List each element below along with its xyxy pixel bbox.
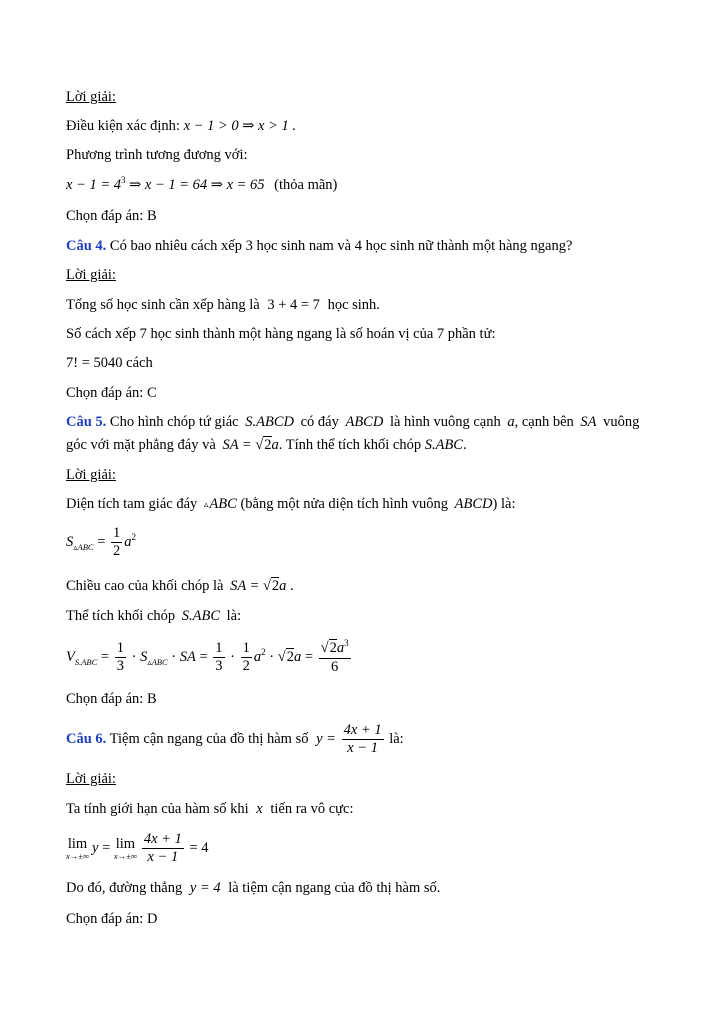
q4-result-line: [66, 353, 153, 373]
q5-text2-a: góc với mặt phẳng đáy và: [66, 437, 216, 453]
equation-line: [66, 175, 337, 196]
final-exp: 3: [344, 637, 349, 648]
q5-math-abcd: ABCD: [345, 414, 384, 430]
q5-base-text-a: Diện tích tam giác đáy: [66, 496, 198, 512]
sqrt-symbol: √: [262, 578, 271, 594]
third-fraction: [115, 640, 126, 675]
q5-volume-sabc: S.ABC: [181, 608, 221, 624]
q5-text2-c: .: [462, 437, 467, 453]
q5-area-formula: [66, 524, 136, 561]
q5-math-a: a: [507, 414, 515, 430]
q5-text-b: có đáy: [300, 414, 339, 430]
area-lhs: S: [66, 534, 74, 550]
q6-concl-a: Do đó, đường thẳng: [66, 880, 183, 896]
q5-base-area-line: [66, 494, 515, 514]
q5-height-sqrt-2: 2: [271, 578, 280, 594]
q5-math-sabc: S.ABC: [424, 437, 463, 453]
volume-a-exp: 2: [261, 647, 266, 657]
half-den-2: 2: [242, 658, 250, 675]
q5-base-text-c: ) là:: [492, 496, 516, 512]
q4-total-line: [66, 295, 380, 315]
q6-limit-text-line: [66, 799, 353, 819]
condition-math: x − 1 > 0 ⇒ x > 1 .: [183, 118, 296, 134]
sqrt-symbol: √: [255, 437, 264, 453]
area-eq: =: [93, 534, 110, 550]
q4-result-math: 7! = 5040: [66, 355, 123, 371]
volume-sub: S.ABC: [74, 657, 98, 667]
equation-exponent: 3: [121, 175, 126, 185]
q5-sqrt-2: 2: [264, 437, 272, 453]
lim-f-den: x − 1: [147, 849, 179, 866]
q5-math-sa: SA: [580, 414, 597, 430]
q5-height-dot: .: [290, 578, 294, 594]
question-4: [66, 236, 572, 256]
q5-height-text: Chiều cao của khối chóp là: [66, 578, 224, 594]
dot-4: ·: [265, 649, 278, 665]
triangle-icon: ▵: [203, 499, 209, 509]
lim-word-2: lim: [115, 836, 136, 853]
final-fraction: [319, 637, 351, 676]
volume-sqrt-2: 2: [286, 649, 294, 665]
answer-q5: Chọn đáp án: B: [66, 691, 157, 707]
loigiai-label: Lời giải:: [66, 89, 116, 105]
limit-1: [66, 836, 89, 861]
question-5-line-2: [66, 435, 467, 455]
volume-eq-1: =: [97, 649, 113, 665]
q5-text-c: là hình vuông cạnh: [389, 414, 501, 430]
q5-volume-text-line: [66, 606, 241, 626]
q5-height-sa: SA =: [230, 578, 263, 594]
q5-volume-formula: [66, 638, 353, 677]
q5-text2-b: . Tính thể tích khối chóp: [278, 437, 422, 453]
sqrt-symbol: √: [320, 639, 329, 656]
lim-eq: =: [98, 840, 114, 856]
q6-y-eq: y =: [316, 731, 340, 747]
q5-math-abcd-2: ABCD: [454, 496, 493, 512]
loigiai-label: Lời giải:: [66, 267, 116, 283]
q6-math-x: x: [256, 801, 263, 817]
sqrt-symbol: √: [277, 649, 286, 665]
third-num: 1: [116, 640, 124, 657]
q5-math-sabcd: S.ABCD: [245, 414, 294, 430]
limit-2: [114, 836, 137, 861]
q4-result-unit: cách: [126, 355, 153, 371]
lim-fraction: [142, 831, 184, 866]
q6-limit-text-a: Ta tính giới hạn của hàm số khi: [66, 801, 249, 817]
area-a: a: [124, 534, 132, 550]
area-exp: 2: [131, 532, 137, 542]
half-fraction: [111, 525, 122, 560]
q6-f-den: x − 1: [347, 740, 378, 757]
third-den: 3: [116, 658, 124, 675]
lim-y: y: [92, 840, 99, 856]
condition-line: [66, 116, 296, 136]
half-num: 1: [113, 525, 121, 542]
q5-math-abc: ABC: [209, 496, 237, 512]
dot-1: ·: [127, 649, 141, 665]
question-5-line-1: [66, 412, 639, 432]
volume-eq-3: =: [301, 649, 317, 665]
volume-s: S: [140, 649, 148, 665]
third-fraction-2: [213, 640, 224, 675]
q4-permutation-text: Số cách xếp 7 học sinh thành một hàng ngang là số hoán vị của 7 phần tử:: [66, 326, 496, 342]
question-4-text: Có bao nhiêu cách xếp 3 học sinh nam và 4 học sinh nữ thành một hàng ngang?: [109, 238, 573, 254]
volume-sa: SA: [179, 649, 196, 665]
half-num-2: 1: [242, 640, 250, 657]
q5-sqrt-a: a: [271, 437, 279, 453]
equation-math-b: ⇒ x − 1 = 64 ⇒ x = 65: [125, 177, 265, 193]
lim-sub-1: x→±∞: [66, 851, 89, 862]
final-num: [319, 637, 351, 659]
third-den-2: 3: [215, 658, 223, 675]
volume-sqrt-a: a: [293, 649, 302, 665]
q5-volume-text: Thể tích khối chóp: [66, 608, 176, 624]
third-num-2: 1: [215, 640, 223, 657]
final-a: a: [336, 639, 345, 656]
equivalent-text: Phương trình tương đương với:: [66, 147, 248, 163]
answer-prev: Chọn đáp án: B: [66, 208, 157, 224]
question-6: [66, 719, 404, 759]
q6-concl-math: y = 4: [189, 880, 221, 896]
q5-height-line: [66, 576, 294, 596]
condition-text: Điều kiện xác định:: [66, 118, 180, 134]
q5-sa-eq: SA =: [222, 437, 256, 453]
final-sqrt-2: 2: [329, 639, 337, 656]
q4-total-unit: học sinh.: [327, 297, 380, 313]
q4-total-text: Tổng số học sinh cần xếp hàng là: [66, 297, 260, 313]
lim-result: = 4: [185, 840, 209, 856]
q5-text-e: vuông: [603, 414, 640, 430]
half-den: 2: [113, 543, 121, 560]
volume-s-sub: ▵ABC: [147, 657, 168, 667]
area-sub: ▵ABC: [73, 542, 94, 552]
dot-2: ·: [167, 649, 180, 665]
q6-function-fraction: [342, 722, 384, 757]
volume-a: a: [253, 649, 262, 665]
dot-3: ·: [226, 649, 239, 665]
question-5-label: Câu 5.: [66, 414, 107, 430]
q5-base-text-b: (bằng một nửa diện tích hình vuông: [240, 496, 449, 512]
lim-sub-2: x→±∞: [113, 851, 137, 862]
volume-eq-2: =: [195, 649, 212, 665]
loigiai-label: Lời giải:: [66, 771, 116, 787]
q5-height-a: a: [279, 578, 287, 594]
q5-text-d: , cạnh bên: [514, 414, 574, 430]
lim-word-1: lim: [67, 836, 88, 853]
q5-volume-text-b: là:: [226, 608, 242, 624]
q6-limit-text-b: tiến ra vô cực:: [270, 801, 354, 817]
half-fraction-2: [241, 640, 252, 675]
answer-q4: Chọn đáp án: C: [66, 385, 157, 401]
q5-text-a: Cho hình chóp tứ giác: [109, 414, 239, 430]
loigiai-label: Lời giải:: [66, 467, 116, 483]
q6-f-num: 4x + 1: [343, 722, 382, 739]
lim-f-num: 4x + 1: [143, 831, 182, 848]
q6-conclusion: [66, 878, 440, 898]
answer-q6: Chọn đáp án: D: [66, 911, 158, 927]
equation-math-a: x − 1 = 4: [66, 177, 122, 193]
final-den: 6: [331, 658, 339, 675]
q6-limit-formula: [66, 828, 209, 868]
q6-text-a: Tiệm cận ngang của đồ thị hàm số: [109, 731, 309, 747]
q6-concl-b: là tiệm cận ngang của đồ thị hàm số.: [228, 880, 441, 896]
q4-total-math: 3 + 4 = 7: [267, 297, 320, 313]
equation-note: (thỏa mãn): [274, 177, 338, 193]
question-6-label: Câu 6.: [66, 731, 107, 747]
question-4-label: Câu 4.: [66, 238, 107, 254]
q6-text-b: là:: [389, 731, 404, 747]
volume-lhs: V: [66, 649, 75, 665]
